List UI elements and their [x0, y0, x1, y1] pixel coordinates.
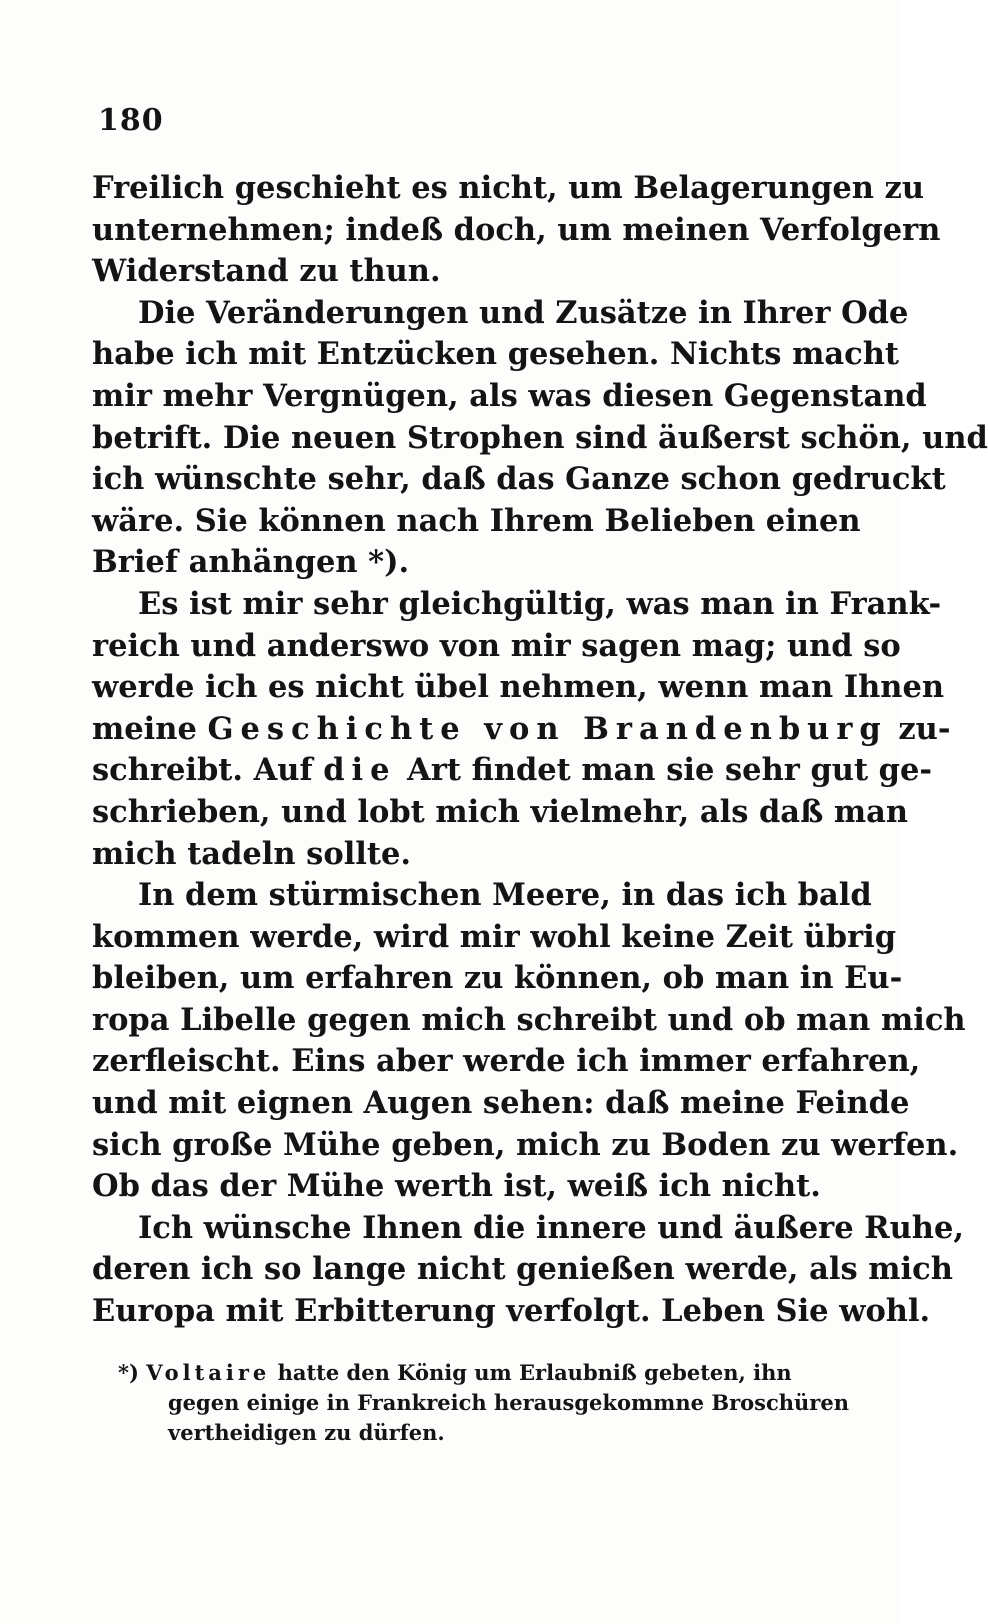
spaced-title: Geschichte von Brandenburg: [207, 710, 888, 747]
spaced-word: die: [323, 752, 397, 789]
text-line: [92, 750, 933, 792]
text-line: Freilich geschieht es nicht, um Belagerungen zu: [92, 170, 925, 206]
text-line: unternehmen; indeß doch, um meinen Verfolgern: [92, 211, 941, 248]
text-line: reich und anderswo von mir sagen mag; und so: [92, 627, 901, 664]
text-line: deren ich so lange nicht genießen werde, als mich: [92, 1251, 953, 1288]
paragraph-1: [92, 168, 941, 293]
footnote-line: [118, 1358, 818, 1388]
text-fragment: zu-: [887, 710, 951, 747]
page-number: 180: [98, 103, 164, 138]
text-fragment: Art findet man sie sehr gut ge-: [396, 752, 933, 789]
paragraph-2: [92, 293, 988, 584]
footnote: [118, 1358, 849, 1448]
text-line: ich wünschte sehr, daß das Ganze schon gedruckt: [92, 461, 946, 498]
text-line: ropa Libelle gegen mich schreibt und ob man mich: [92, 1001, 966, 1038]
text-line: Ob das der Mühe werth ist, weiß ich nicht.: [92, 1168, 821, 1205]
body-text: [92, 168, 988, 1333]
text-line: kommen werde, wird mir wohl keine Zeit übrig: [92, 918, 897, 955]
text-line: [92, 709, 951, 751]
text-line: In dem stürmischen Meere, in das ich bald: [138, 877, 872, 914]
text-line: mir mehr Vergnügen, als was diesen Gegenstand: [92, 377, 927, 414]
text-line: bleiben, um erfahren zu können, ob man in Eu-: [92, 960, 903, 997]
text-line: schrieben, und lobt mich vielmehr, als daß man: [92, 793, 909, 830]
text-line: wäre. Sie können nach Ihrem Belieben einen: [92, 502, 861, 539]
paragraph-3: [92, 584, 951, 875]
text-line: werde ich es nicht übel nehmen, wenn man Ihnen: [92, 669, 945, 706]
text-line: sich große Mühe geben, mich zu Boden zu werfen.: [92, 1126, 959, 1163]
text-line: betrift. Die neuen Strophen sind äußerst schön, und: [92, 419, 988, 456]
text-line: und mit eignen Augen sehen: daß meine Feinde: [92, 1085, 910, 1122]
text-line: Ich wünsche Ihnen die innere und äußere Ruhe,: [138, 1209, 964, 1246]
text-line: Die Veränderungen und Zusätze in Ihrer Ode: [138, 294, 909, 331]
text-fragment: schreibt. Auf: [92, 752, 324, 789]
text-line: Widerstand zu thun.: [92, 253, 441, 290]
text-fragment: meine: [92, 710, 208, 747]
paragraph-5: [92, 1208, 964, 1333]
text-line: mich tadeln sollte.: [92, 835, 411, 872]
footnote-text: hatte den König um Erlaubniß gebeten, ihn: [270, 1360, 792, 1385]
paragraph-4: [92, 875, 966, 1208]
footnote-marker: *): [118, 1360, 139, 1385]
text-line: habe ich mit Entzücken gesehen. Nichts macht: [92, 336, 899, 373]
footnote-name: Voltaire: [146, 1360, 271, 1385]
text-line: Es ist mir sehr gleichgültig, was man in Frank-: [138, 585, 942, 622]
footnote-line: gegen einige in Frankreich herausgekommne Broschüren: [168, 1390, 849, 1415]
text-line: Europa mit Erbitterung verfolgt. Leben Sie wohl.: [92, 1293, 931, 1330]
text-line: zerfleischt. Eins aber werde ich immer erfahren,: [92, 1043, 921, 1080]
text-line: Brief anhängen *).: [92, 544, 410, 581]
footnote-line: vertheidigen zu dürfen.: [168, 1420, 445, 1445]
